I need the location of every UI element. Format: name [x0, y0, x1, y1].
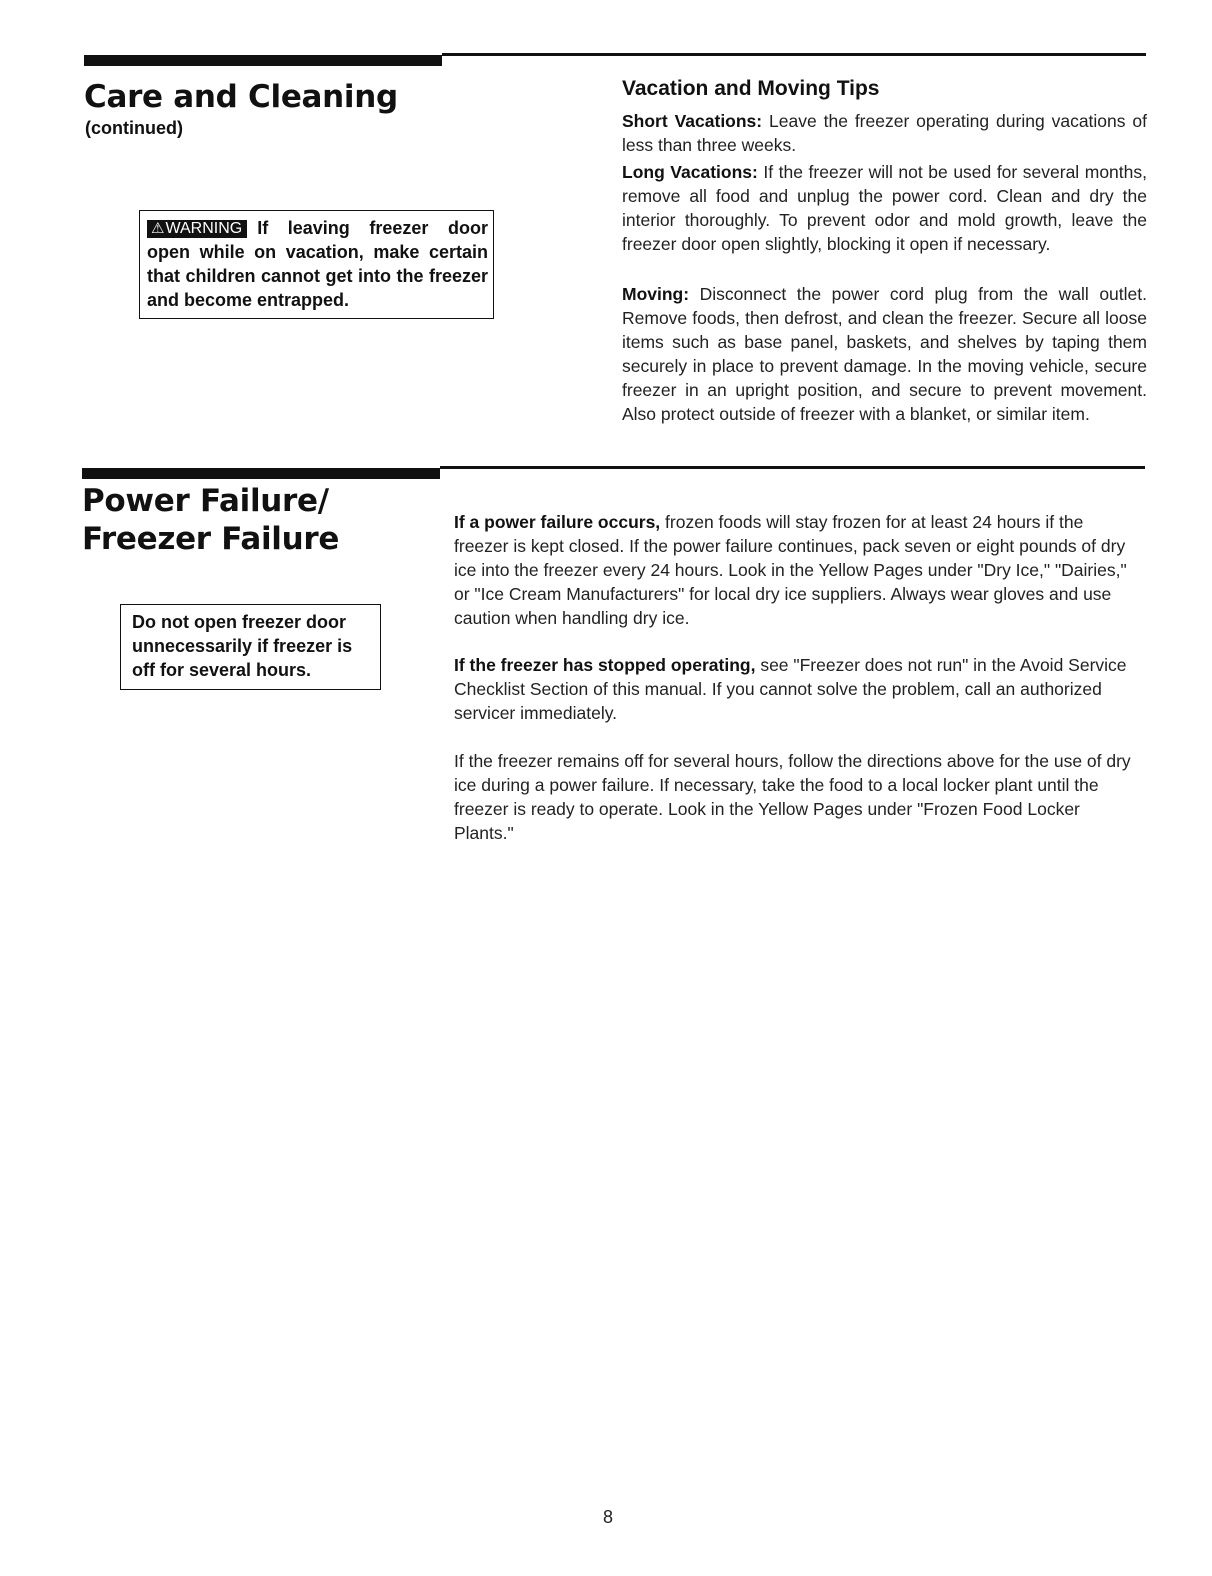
tip-short-vacations — [622, 109, 1147, 157]
tip-short-vacations-text: Leave the freezer operating during vacations of less than three weeks. — [622, 111, 1147, 155]
warning-text: If leaving freezer door open while on vacation, make certain that children cannot get into the freezer and become entrapped. — [147, 218, 488, 310]
section-rule-thin-top — [442, 53, 1146, 56]
care-section-subtitle: (continued) — [85, 118, 183, 138]
vacation-tips-heading: Vacation and Moving Tips — [622, 77, 880, 100]
power-paragraph-2-text: see "Freezer does not run" in the Avoid Service Checklist Section of this manual. If you cannot solve the problem, call an authorized servicer immediately. — [454, 655, 1127, 723]
section-rule-thin-power — [440, 466, 1145, 469]
tip-long-vacations — [622, 160, 1147, 256]
power-section-title-line1: Power Failure/ — [82, 483, 329, 519]
tip-short-vacations-lead: Short Vacations: — [622, 111, 763, 131]
caution-text: Do not open freezer door unnecessarily if freezer is off for several hours. — [132, 612, 353, 680]
power-paragraph-3-text: If the freezer remains off for several hours, follow the directions above for the use of dry ice during a power failure. If necessary, take the food to a local locker plant until the freezer is ready to operate. Look in the Yellow Pages under "Frozen Food Locker Plants." — [454, 751, 1131, 843]
section-rule-thick-power — [82, 468, 440, 479]
power-paragraph-1-lead: If a power failure occurs, — [454, 512, 661, 532]
warning-badge — [147, 220, 247, 238]
tip-moving-lead: Moving: — [622, 284, 690, 304]
care-section-title: Care and Cleaning — [84, 79, 398, 115]
tip-long-vacations-lead: Long Vacations: — [622, 162, 758, 182]
power-paragraph-1 — [454, 510, 1142, 630]
power-paragraph-1-text: frozen foods will stay frozen for at least 24 hours if the freezer is kept closed. If the power failure continues, pack seven or eight pounds of dry ice into the freezer every 24 hours. Look in the Yellow Pages under "Dry Ice," "Dairies," or "Ice Cream Manufacturers" for local dry ice suppliers. Always wear gloves and use caution when handling dry ice. — [454, 512, 1127, 628]
warning-badge-label: WARNING — [165, 220, 243, 237]
power-paragraph-3 — [454, 749, 1142, 845]
power-caution-box — [120, 604, 381, 690]
tip-moving-text: Disconnect the power cord plug from the wall outlet. Remove foods, then defrost, and clean the freezer. Secure all loose items such as base panel, baskets, and shelves by taping them securely in place to prevent damage. In the moving vehicle, secure freezer in an upright position, and secure to prevent movement. Also protect outside of freezer with a blanket, or similar item. — [622, 284, 1147, 424]
section-rule-thick-top — [84, 55, 442, 66]
tip-long-vacations-text: If the freezer will not be used for several months, remove all food and unplug the power cord. Clean and dry the interior thoroughly. To prevent odor and mold growth, leave the freezer door open slightly, blocking it open if necessary. — [622, 162, 1147, 254]
power-section-title-line2: Freezer Failure — [82, 521, 340, 557]
power-paragraph-2-lead: If the freezer has stopped operating, — [454, 655, 756, 675]
warning-triangle-icon: ⚠ — [151, 220, 165, 237]
page-number: 8 — [603, 1507, 614, 1527]
vacation-warning-box — [139, 210, 494, 319]
tip-moving — [622, 282, 1147, 426]
power-paragraph-2 — [454, 653, 1142, 725]
